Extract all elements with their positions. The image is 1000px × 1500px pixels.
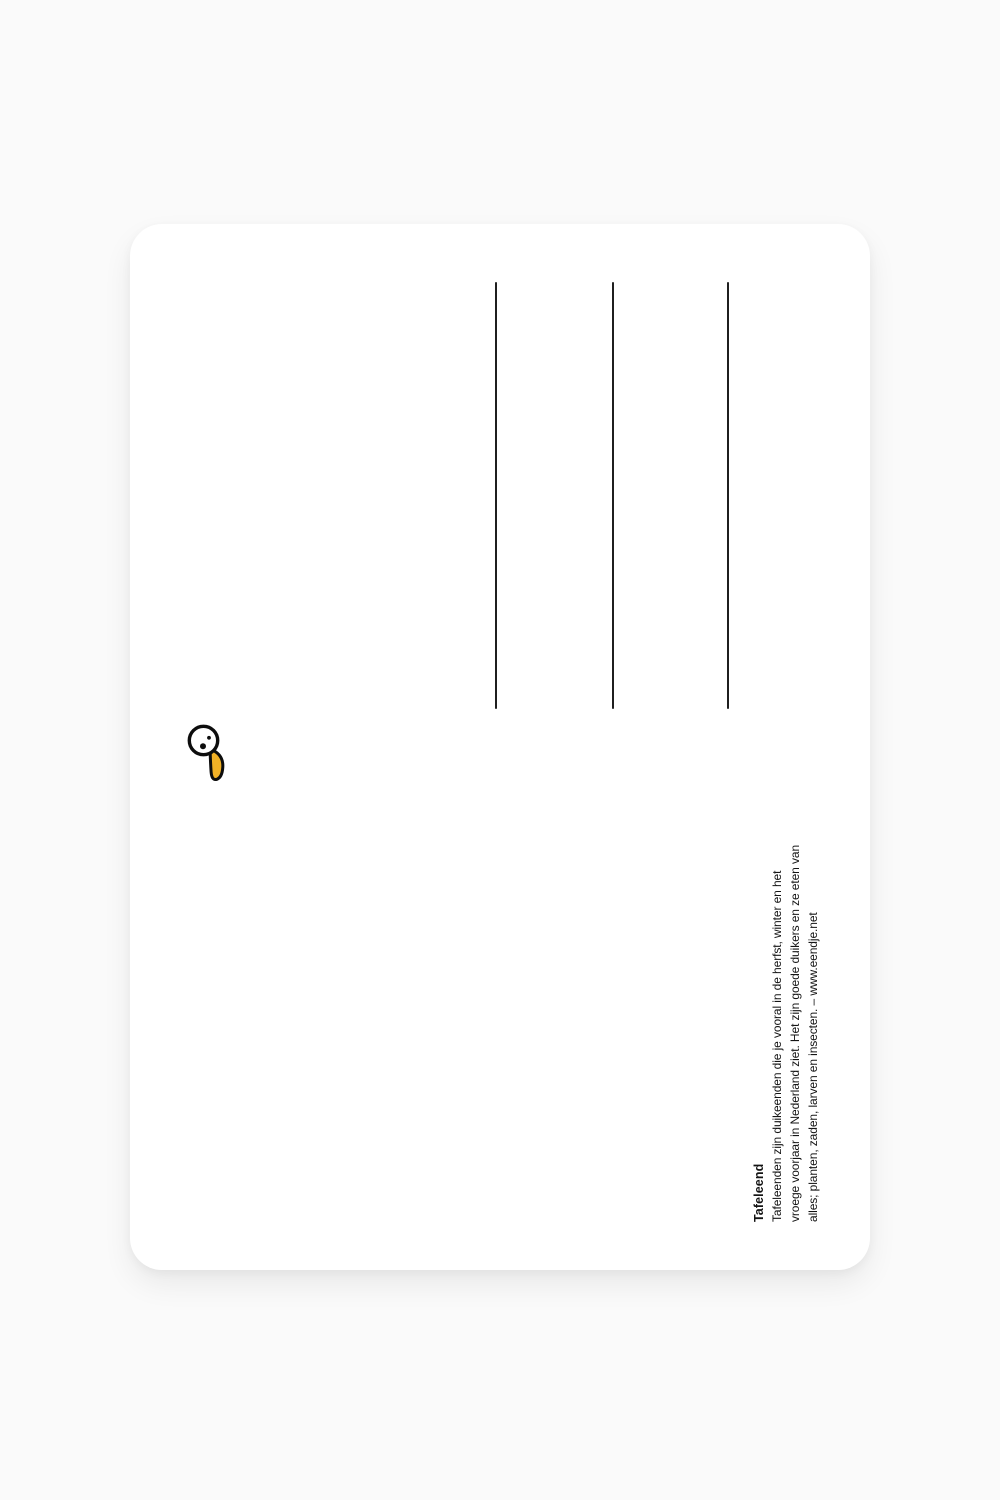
writing-line-1: [495, 282, 497, 709]
info-text-rotated: [750, 812, 822, 1222]
info-line-1: Tafeleenden zijn duikeenden die je vooral in de herfst, winter en het: [770, 870, 784, 1222]
duck-eye-small: [207, 736, 211, 740]
info-title: Tafeleend: [752, 1163, 766, 1222]
writing-line-2: [612, 282, 614, 709]
duck-head-icon: [185, 720, 235, 790]
info-line-3: alles; planten, zaden, larven en insecten. – www.eendje.net: [806, 912, 820, 1222]
postcard-back: [130, 224, 870, 1270]
info-line-2: vroege voorjaar in Nederland ziet. Het zijn goede duikers en ze eten van: [788, 844, 802, 1222]
duck-eye-large: [200, 743, 206, 749]
duck-face: [189, 726, 217, 754]
writing-line-3: [727, 282, 729, 709]
